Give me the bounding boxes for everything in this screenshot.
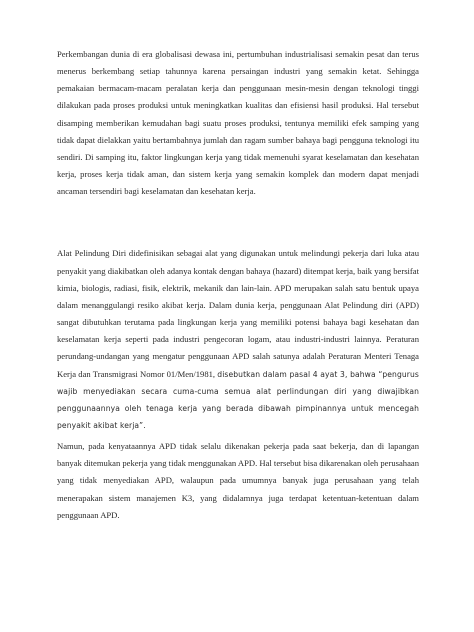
regulation-quote: disebutkan dalam pasal 4 ayat 3, bahwa “pengurus wajib menyediakan secara cuma-cuma semua alat perlindungan diri yang diwajibkan penggunaannya oleh tenaga kerja yang berada dibawah pimpinannya untuk mencegah penyakit akibat kerja”. xyxy=(57,369,419,430)
document-body xyxy=(57,46,419,524)
paragraph-globalization: Perkembangan dunia di era globalisasi dewasa ini, pertumbuhan industrialisasi semakin pesat dan terus menerus berkembang setiap tahunnya karena persaingan industri yang semakin ketat. Sehingga pemakaian bermacam-macam peralatan kerja dan penggunaan mesin-mesin dengan teknologi tinggi dilakukan pada proses produksi untuk meningkatkan kualitas dan efisiensi hasil produksi. Hal tersebut disamping memberikan kemudahan bagi suatu proses produksi, tentunya memiliki efek samping yang tidak dapat dielakkan yaitu bertambahnya jumlah dan ragam sumber bahaya bagi pengguna teknologi itu sendiri. Di samping itu, faktor lingkungan kerja yang tidak memenuhi syarat keselamatan dan kesehatan kerja, proses kerja tidak aman, dan sistem kerja yang semakin komplek dan modern dapat menjadi ancaman tersendiri bagi keselamatan dan kesehatan kerja. xyxy=(57,49,419,197)
paragraph-apd-definition xyxy=(57,245,419,434)
paragraph-apd-definition-text: Alat Pelindung Diri didefinisikan sebagai alat yang digunakan untuk melindungi pekerja dari luka atau penyakit yang diakibatkan oleh adanya kontak dengan bahaya (hazard) ditempat kerja, baik yang bersifat kimia, biologis, radiasi, fisik, elektrik, mekanik dan lain-lain. APD merupakan salah satu bentuk upaya dalam menanggulangi resiko akibat kerja. Dalam dunia kerja, penggunaan Alat Pelindung diri (APD) sangat dibutuhkan terutama pada lingkungan kerja yang memiliki potensi bahaya bagi kesehatan dan keselamatan kerja seperti pada industri pengecoran logam, atau industri-industri lainnya. Peraturan perundang-undangan yang mengatur penggunaan APD salah satunya adalah Peraturan Menteri Tenaga Kerja dan Transmigrasi Nomor 01/Men/1981, xyxy=(57,248,419,379)
paragraph-apd-reality: Namun, pada kenyataannya APD tidak selalu dikenakan pekerja pada saat bekerja, dan di lapangan banyak ditemukan pekerja yang tidak menggunakan APD. Hal tersebut bisa dikarenakan oleh perusahaan yang tidak menyediakan APD, walaupun pada umumnya banyak juga perusahaan yang telah menerapakan sistem manajemen K3, yang didalamnya juga terdapat ketentuan-ketentuan dalam penggunaan APD. xyxy=(57,441,420,520)
